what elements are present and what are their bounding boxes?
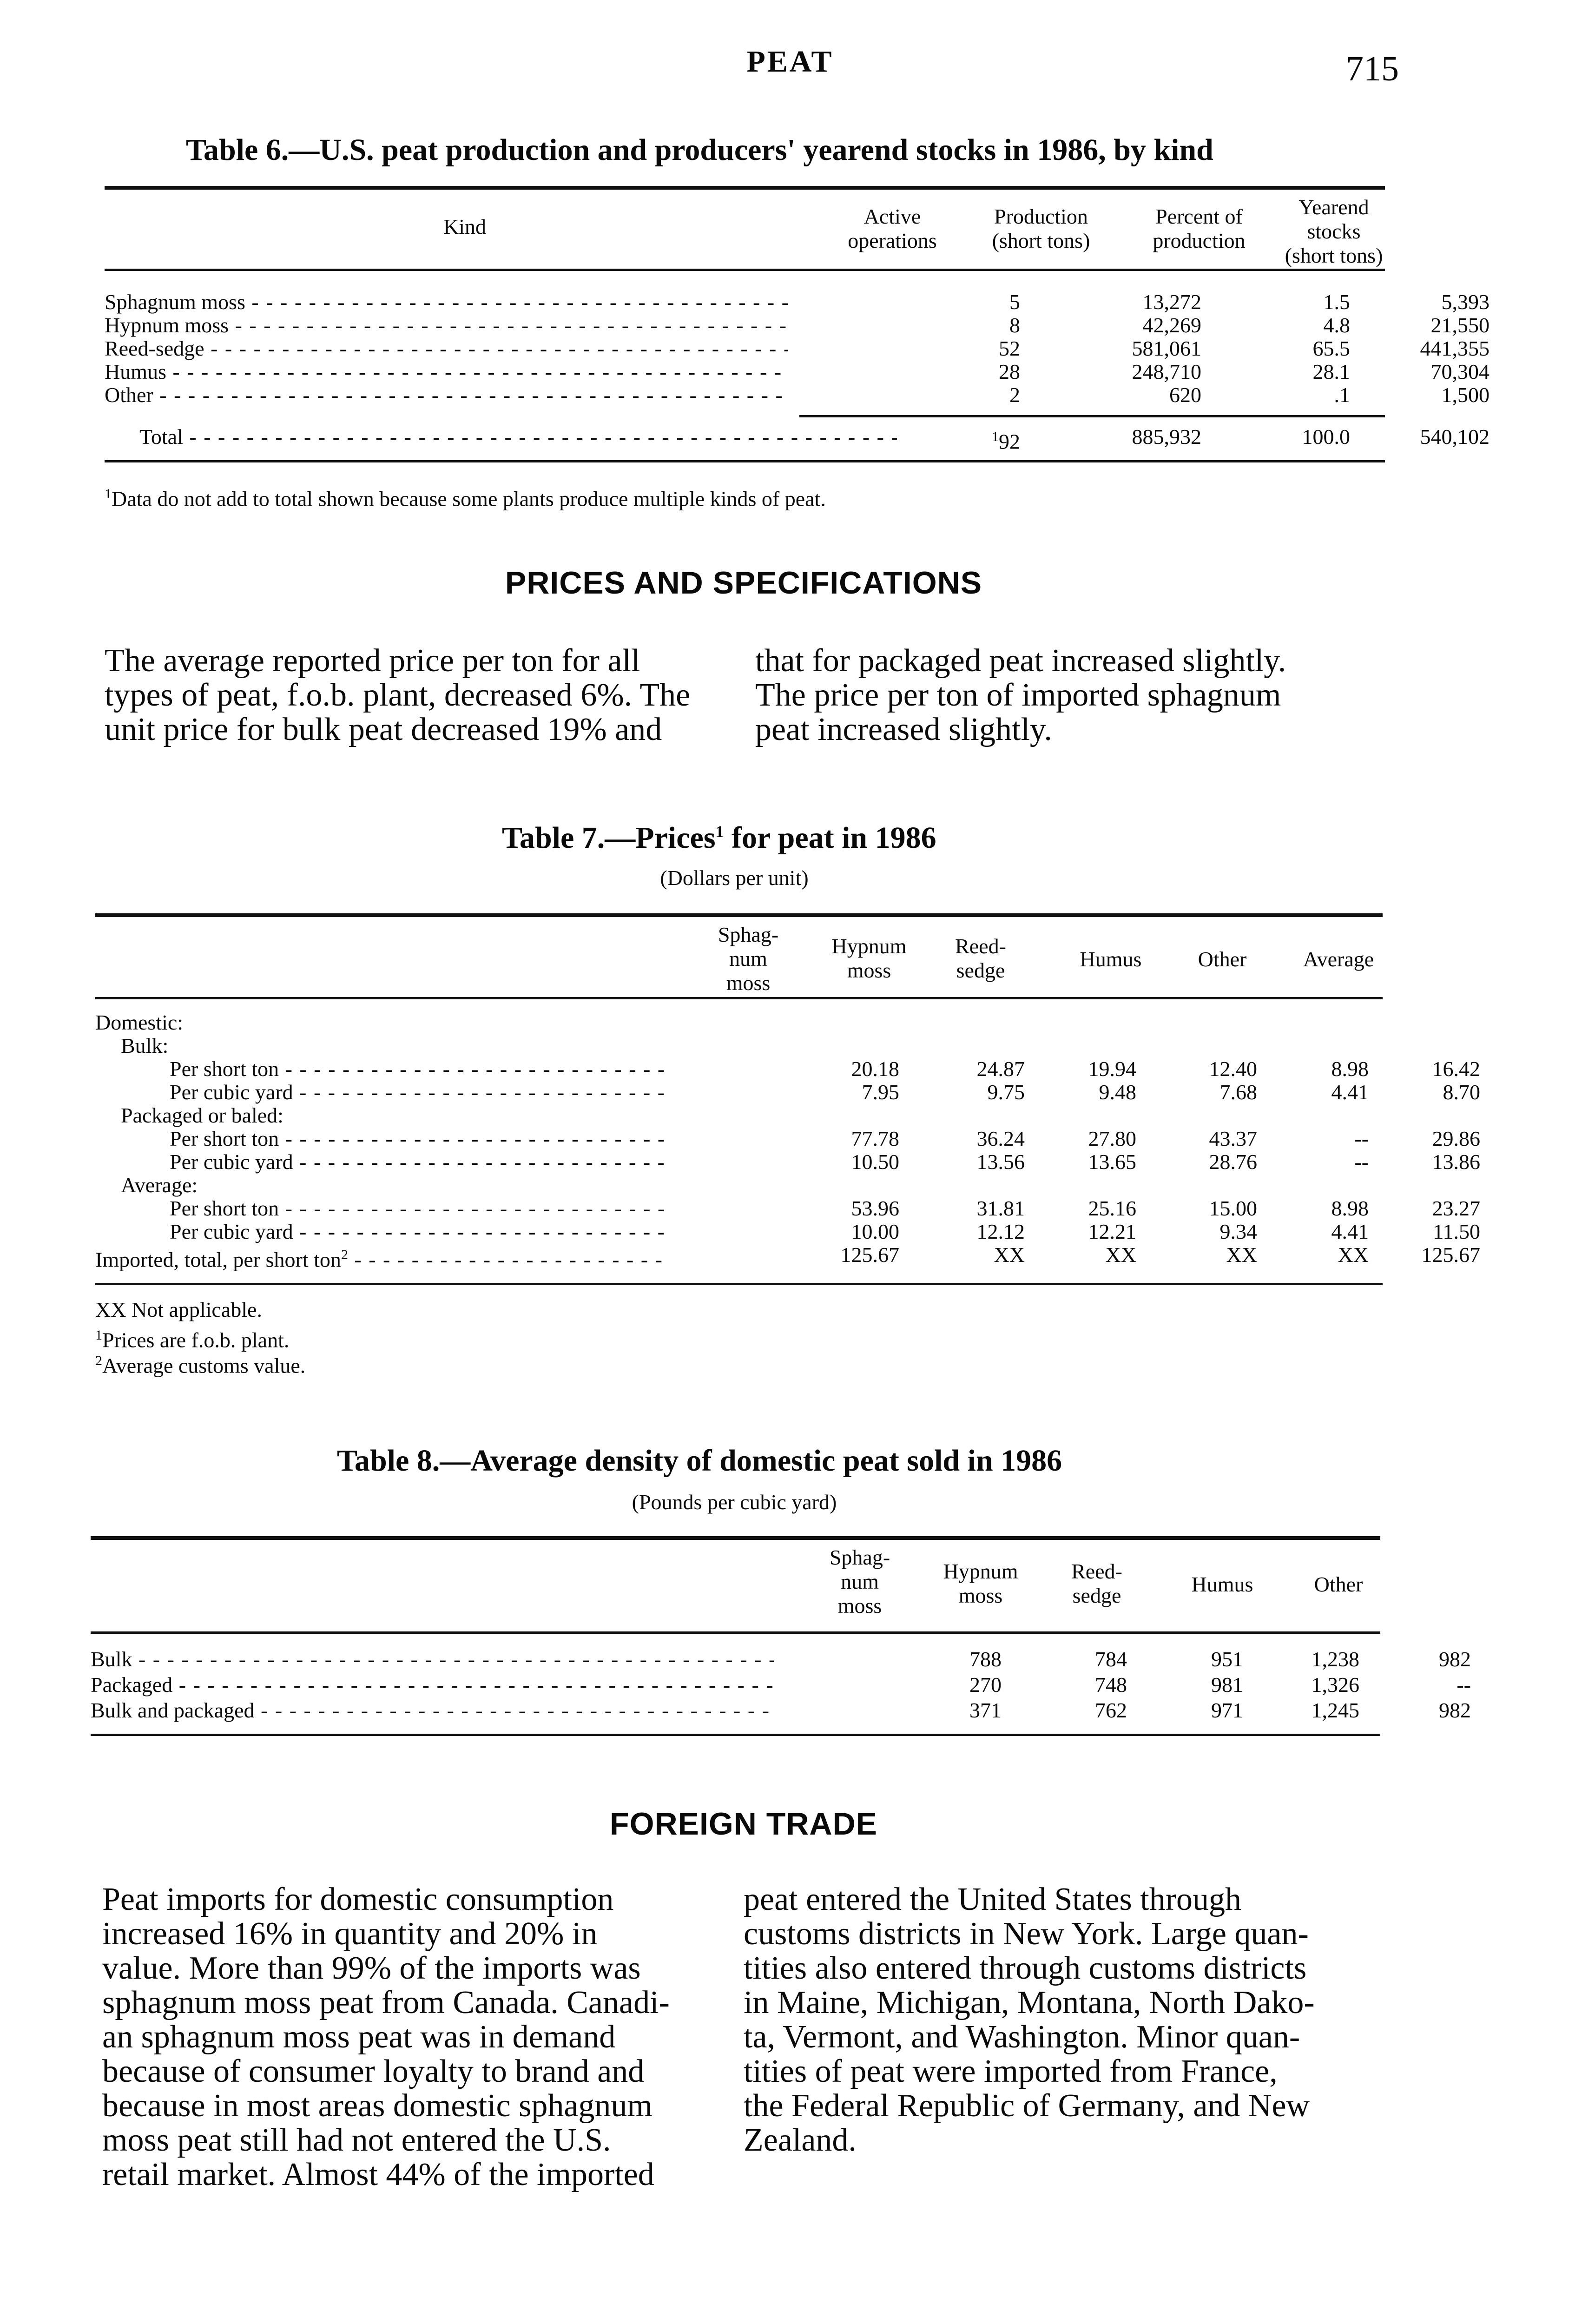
table7-col-humus: Humus	[1080, 947, 1142, 971]
table7-col-sphagnum: Sphag- num moss	[718, 923, 779, 995]
table7-value-cell: 29.86	[1432, 1127, 1480, 1150]
table7-row	[95, 1080, 1480, 1104]
foreign-trade-line: Zealand.	[744, 2122, 857, 2158]
foreign-trade-line: tities also entered through customs districts	[744, 1950, 1307, 1986]
table7-value-cell: 31.81	[976, 1196, 1025, 1220]
table6-percent-cell: .1	[1334, 383, 1350, 407]
table6-stocks-cell: 441,355	[1420, 337, 1490, 360]
table8-col-humus: Humus	[1191, 1572, 1253, 1596]
table6-percent-cell: 1.5	[1323, 290, 1350, 314]
table7-row-label: Bulk:	[121, 1034, 169, 1057]
table7-row-label: Domestic:	[95, 1011, 184, 1034]
table8-value-cell: 270	[969, 1673, 1002, 1697]
table7-col-hypnum: Hypnum moss	[831, 934, 907, 982]
table7-row-label: Per short ton - - -	[170, 1057, 665, 1081]
table7-col-average: Average	[1303, 947, 1374, 971]
table8-value-cell: 982	[1439, 1698, 1471, 1722]
table6-stocks-cell: 70,304	[1430, 360, 1490, 383]
foreign-trade-line: because in most areas domestic sphagnum	[102, 2088, 652, 2124]
table7-row	[95, 1104, 1383, 1127]
table7-row-label: Per cubic yard - - -	[170, 1220, 665, 1243]
table7-value-cell: 20.18	[851, 1057, 899, 1081]
table6-stocks-cell: 1,500	[1441, 383, 1490, 407]
table7-value-cell: 25.16	[1088, 1196, 1136, 1220]
foreign-trade-line: the Federal Republic of Germany, and New	[744, 2088, 1310, 2124]
table6-footnote: $^1$Data do not add to total shown because some plants produce multiple kinds of peat.	[105, 486, 826, 511]
foreign-trade-line: sphagnum moss peat from Canada. Canadi-	[102, 1985, 670, 2020]
table8-value-cell: 1,326	[1311, 1673, 1359, 1697]
table6-percent-cell: 28.1	[1312, 360, 1350, 383]
table7-value-cell: 9.34	[1219, 1220, 1257, 1243]
table6-row	[105, 383, 1490, 407]
table6-row	[105, 337, 1490, 360]
table6-operations-cell: 8	[1009, 313, 1020, 337]
foreign-trade-line: in Maine, Michigan, Montana, North Dako-	[744, 1985, 1315, 2020]
foreign-trade-line: an sphagnum moss peat was in demand	[102, 2019, 616, 2055]
table8-header-rule	[91, 1631, 1380, 1634]
table6-production-cell: 620	[1169, 383, 1201, 407]
table7-value-cell: 9.48	[1099, 1080, 1136, 1104]
table7-value-cell: 13.65	[1088, 1150, 1136, 1174]
table7-value-cell: 11.50	[1433, 1220, 1480, 1243]
table7-row-label: Per short ton - - -	[170, 1127, 665, 1150]
foreign-trade-line: moss peat still had not entered the U.S.	[102, 2122, 611, 2158]
table7-row	[95, 1127, 1480, 1150]
table8-value-cell: 982	[1439, 1647, 1471, 1671]
table7-value-cell: 13.56	[976, 1150, 1025, 1174]
table8-col-reed-sedge: Reed- sedge	[1071, 1559, 1122, 1607]
table6-bottom-rule	[105, 460, 1385, 462]
table8-col-sphagnum: Sphag- num moss	[829, 1545, 890, 1618]
table7-value-cell: XX	[1338, 1243, 1369, 1267]
table7-value-cell: 36.24	[976, 1127, 1025, 1150]
table6-col-active: Active operations	[848, 205, 937, 252]
table7-value-cell: 23.27	[1432, 1196, 1480, 1220]
table6-total-operations: $^1$92	[992, 429, 1020, 454]
table7-subtitle: (Dollars per unit)	[660, 866, 809, 890]
table7-row	[95, 1196, 1480, 1220]
table8-value-cell: 1,238	[1311, 1647, 1359, 1671]
table6-row	[105, 290, 1490, 314]
table7-footnote: XX Not applicable.	[95, 1298, 262, 1321]
table8-value-cell: 1,245	[1311, 1698, 1359, 1722]
table7-value-cell: 28.76	[1209, 1150, 1257, 1174]
table6-kind-label: Hypnum moss - - -	[105, 314, 788, 337]
table7-row	[95, 1034, 1383, 1057]
table6-stocks-cell: 5,393	[1441, 290, 1490, 314]
table8-value-cell: 371	[969, 1698, 1002, 1722]
table6-operations-cell: 5	[1009, 290, 1020, 314]
table7-value-cell: 125.67	[1421, 1243, 1480, 1267]
table8-subtitle: (Pounds per cubic yard)	[632, 1490, 837, 1514]
table7-row-label: Average:	[121, 1174, 198, 1197]
table8-value-cell: 784	[1095, 1647, 1127, 1671]
table7-value-cell: 13.86	[1432, 1150, 1480, 1174]
table8-row-label: Bulk - - -	[91, 1648, 774, 1671]
table7-value-cell: 4.41	[1331, 1080, 1369, 1104]
table6-percent-cell: 4.8	[1323, 313, 1350, 337]
table7-value-cell: 10.00	[851, 1220, 899, 1243]
table7-value-cell: 8.70	[1443, 1080, 1480, 1104]
table8-value-cell: 951	[1211, 1647, 1243, 1671]
table7-value-cell: 9.75	[987, 1080, 1025, 1104]
table7-value-cell: --	[1354, 1150, 1369, 1174]
table8-row	[91, 1647, 1471, 1671]
table7-value-cell: XX	[994, 1243, 1025, 1267]
foreign-trade-heading: FOREIGN TRADE	[610, 1806, 877, 1842]
table8-caption: Table 8.—Average density of domestic peat sold in 1986	[337, 1444, 1062, 1478]
table8-col-other: Other	[1314, 1572, 1363, 1596]
table6-total-rule	[799, 415, 1385, 417]
table8-bottom-rule	[91, 1734, 1380, 1736]
table6-col-yearend: Yearend stocks (short tons)	[1285, 195, 1383, 267]
table7-value-cell: 24.87	[976, 1057, 1025, 1081]
table8-value-cell: 748	[1095, 1673, 1127, 1697]
table7-value-cell: 4.41	[1331, 1220, 1369, 1243]
table7-row	[95, 1243, 1480, 1272]
table6-caption: Table 6.—U.S. peat production and producers' yearend stocks in 1986, by kind	[186, 133, 1213, 167]
foreign-trade-line: customs districts in New York. Large quan-	[744, 1916, 1309, 1952]
table7-value-cell: 16.42	[1432, 1057, 1480, 1081]
foreign-trade-line: increased 16% in quantity and 20% in	[102, 1916, 598, 1952]
table6-kind-label: Sphagnum moss - - -	[105, 290, 788, 314]
table6-operations-cell: 52	[999, 337, 1020, 360]
prices-column-2: that for packaged peat increased slightly. The price per ton of imported sphagnum peat increased slightly.	[755, 643, 1286, 747]
table6-kind-label: Humus - - -	[105, 360, 788, 383]
foreign-trade-line: value. More than 99% of the imports was	[102, 1950, 641, 1986]
table7-value-cell: 43.37	[1209, 1127, 1257, 1150]
foreign-trade-line: because of consumer loyalty to brand and	[102, 2053, 645, 2089]
table7-value-cell: 7.68	[1219, 1080, 1257, 1104]
table7-caption: Table 7.—Prices$^1$ for peat in 1986	[502, 821, 936, 855]
table8-row-label: Packaged - - -	[91, 1673, 774, 1697]
table6-production-cell: 248,710	[1132, 360, 1201, 383]
running-header-title: PEAT	[746, 45, 834, 79]
prices-column-1: The average reported price per ton for all types of peat, f.o.b. plant, decreased 6%. The unit price for bulk peat decreased 19% and	[105, 643, 691, 747]
table6-total-label: Total - - -	[139, 425, 897, 449]
foreign-trade-line: Peat imports for domestic consumption	[102, 1882, 614, 1917]
table6-col-kind: Kind	[443, 215, 486, 238]
table7-value-cell: 12.12	[976, 1220, 1025, 1243]
table7-row	[95, 1174, 1383, 1197]
table7-footnote: $^2$Average customs value.	[95, 1353, 306, 1378]
table6-production-cell: 42,269	[1142, 313, 1201, 337]
table7-row	[95, 1150, 1480, 1174]
foreign-trade-line: retail market. Almost 44% of the imported	[102, 2157, 654, 2192]
table6-col-percent: Percent of production	[1153, 205, 1246, 252]
table6-total-row	[105, 425, 1490, 454]
table7-value-cell: XX	[1226, 1243, 1257, 1267]
table6-total-percent: 100.0	[1302, 425, 1350, 449]
table7-row	[95, 1057, 1480, 1081]
table6-total-production: 885,932	[1132, 425, 1201, 449]
table7-row-label: Per short ton - - -	[170, 1197, 665, 1220]
table8-top-rule	[91, 1536, 1380, 1540]
table7-value-cell: 125.67	[840, 1243, 899, 1267]
table6-production-cell: 581,061	[1132, 337, 1201, 360]
table7-value-cell: 12.21	[1088, 1220, 1136, 1243]
table7-value-cell: 53.96	[851, 1196, 899, 1220]
table7-row	[95, 1220, 1480, 1243]
table6-header-rule	[105, 269, 1385, 271]
table7-row-label: Imported, total, per short ton$^2$ - - -	[95, 1243, 665, 1271]
table7-value-cell: 15.00	[1209, 1196, 1257, 1220]
table6-kind-label: Reed-sedge - - -	[105, 337, 788, 360]
table7-header-rule	[95, 997, 1383, 999]
table6-row	[105, 313, 1490, 337]
table8-value-cell: 762	[1095, 1698, 1127, 1722]
table7-value-cell: 8.98	[1331, 1196, 1369, 1220]
table8-row	[91, 1673, 1471, 1697]
table7-value-cell: 19.94	[1088, 1057, 1136, 1081]
table8-row	[91, 1698, 1471, 1722]
table8-value-cell: 971	[1211, 1698, 1243, 1722]
table6-total-stocks: 540,102	[1420, 425, 1490, 449]
foreign-trade-column-1	[102, 1882, 706, 2192]
prices-section-heading: PRICES AND SPECIFICATIONS	[505, 565, 982, 601]
table6-production-cell: 13,272	[1142, 290, 1201, 314]
foreign-trade-column-2	[744, 1882, 1380, 2158]
table8-value-cell: --	[1457, 1673, 1471, 1697]
table7-value-cell: XX	[1105, 1243, 1136, 1267]
table7-value-cell: --	[1354, 1127, 1369, 1150]
table7-top-rule	[95, 913, 1383, 917]
table6-row	[105, 360, 1490, 383]
table7-footnote: $^1$Prices are f.o.b. plant.	[95, 1327, 290, 1352]
page-number: 715	[1346, 49, 1399, 88]
table7-col-reed-sedge: Reed- sedge	[955, 934, 1006, 982]
table7-row-label: Per cubic yard - - -	[170, 1150, 665, 1174]
foreign-trade-line: ta, Vermont, and Washington. Minor quan-	[744, 2019, 1300, 2055]
table6-operations-cell: 28	[999, 360, 1020, 383]
table7-value-cell: 12.40	[1209, 1057, 1257, 1081]
table7-value-cell: 10.50	[851, 1150, 899, 1174]
table8-row-label: Bulk and packaged - - -	[91, 1699, 774, 1722]
table8-col-hypnum: Hypnum moss	[943, 1559, 1018, 1607]
table8-value-cell: 981	[1211, 1673, 1243, 1697]
table6-col-production: Production (short tons)	[992, 205, 1090, 252]
table6-kind-label: Other - - -	[105, 383, 788, 407]
table7-value-cell: 7.95	[862, 1080, 899, 1104]
table7-row	[95, 1011, 1383, 1034]
table7-value-cell: 77.78	[851, 1127, 899, 1150]
table7-value-cell: 27.80	[1088, 1127, 1136, 1150]
table7-col-other: Other	[1198, 947, 1247, 971]
foreign-trade-line: tities of peat were imported from France,	[744, 2053, 1278, 2089]
table7-bottom-rule	[95, 1283, 1383, 1285]
table7-value-cell: 8.98	[1331, 1057, 1369, 1081]
table6-stocks-cell: 21,550	[1430, 313, 1490, 337]
table6-operations-cell: 2	[1009, 383, 1020, 407]
table8-value-cell: 788	[969, 1647, 1002, 1671]
table7-row-label: Packaged or baled:	[121, 1104, 283, 1127]
table6-top-rule	[105, 186, 1385, 190]
table6-percent-cell: 65.5	[1312, 337, 1350, 360]
foreign-trade-line: peat entered the United States through	[744, 1882, 1242, 1917]
table7-row-label: Per cubic yard - - -	[170, 1081, 665, 1104]
